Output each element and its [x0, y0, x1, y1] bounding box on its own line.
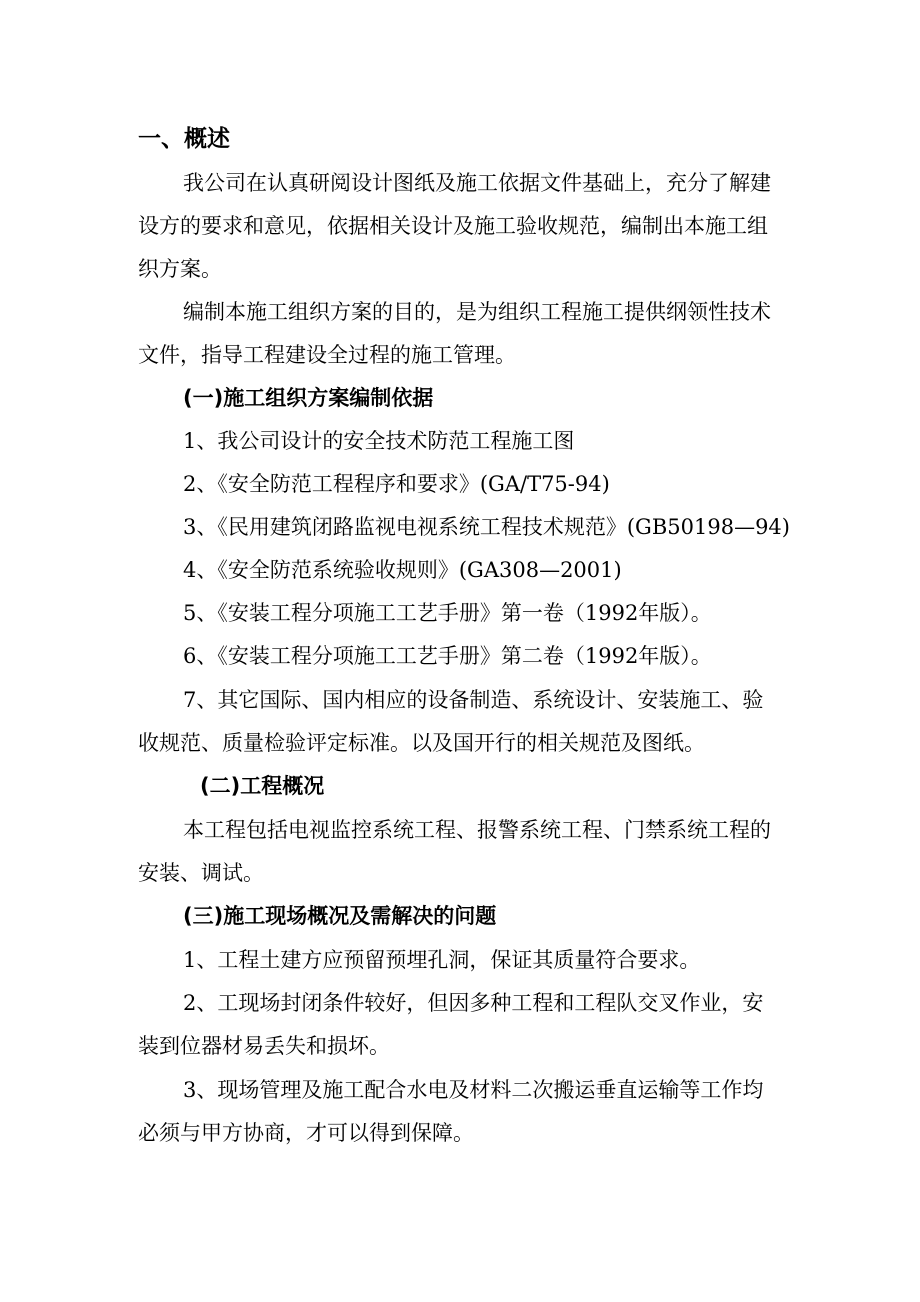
section1-item7-line1: 7、其它国际、国内相应的设备制造、系统设计、安装施工、验: [183, 688, 764, 712]
intro-p1-line3: 织方案。: [138, 257, 222, 281]
section1-item: 2、《安全防范工程程序和要求》(GA/T75-94): [183, 472, 610, 496]
section1-title: (一)施工组织方案编制依据: [183, 386, 434, 410]
section1-item: 5、《安装工程分项施工工艺手册》第一卷（1992年版）。: [183, 601, 712, 625]
section2-body-line1: 本工程包括电视监控系统工程、报警系统工程、门禁系统工程的: [183, 818, 771, 842]
section3-item3-line2: 必须与甲方协商，才可以得到保障。: [138, 1121, 474, 1145]
section3-item1: 1、工程土建方应预留预埋孔洞，保证其质量符合要求。: [183, 948, 701, 972]
section1-item7-line2: 收规范、质量检验评定标准。以及国开行的相关规范及图纸。: [138, 731, 705, 755]
section3-item2-line2: 装到位器材易丢失和损坏。: [138, 1034, 390, 1058]
section3-item2-line1: 2、工现场封闭条件较好，但因多种工程和工程队交叉作业，安: [183, 991, 764, 1015]
section3-title: (三)施工现场概况及需解决的问题: [183, 904, 497, 928]
section2-body-line2: 安装、调试。: [138, 861, 264, 885]
intro-p2-line2: 文件，指导工程建设全过程的施工管理。: [138, 343, 516, 367]
section1-item: 3、《民用建筑闭路监视电视系统工程技术规范》(GB50198—94): [183, 515, 790, 539]
section2-title: (二)工程概况: [200, 774, 325, 798]
section1-item: 4、《安全防范系统验收规则》(GA308—2001): [183, 558, 622, 582]
section3-item3-line1: 3、现场管理及施工配合水电及材料二次搬运垂直运输等工作均: [183, 1078, 764, 1102]
section1-item: 6、《安装工程分项施工工艺手册》第二卷（1992年版）。: [183, 644, 712, 668]
section1-item: 1、我公司设计的安全技术防范工程施工图: [183, 429, 575, 453]
heading-overview: 一、概述: [138, 126, 230, 152]
intro-p1-line1: 我公司在认真研阅设计图纸及施工依据文件基础上，充分了解建: [183, 171, 771, 195]
intro-p2-line1: 编制本施工组织方案的目的，是为组织工程施工提供纲领性技术: [183, 300, 771, 324]
intro-p1-line2: 设方的要求和意见，依据相关设计及施工验收规范，编制出本施工组: [138, 214, 768, 238]
